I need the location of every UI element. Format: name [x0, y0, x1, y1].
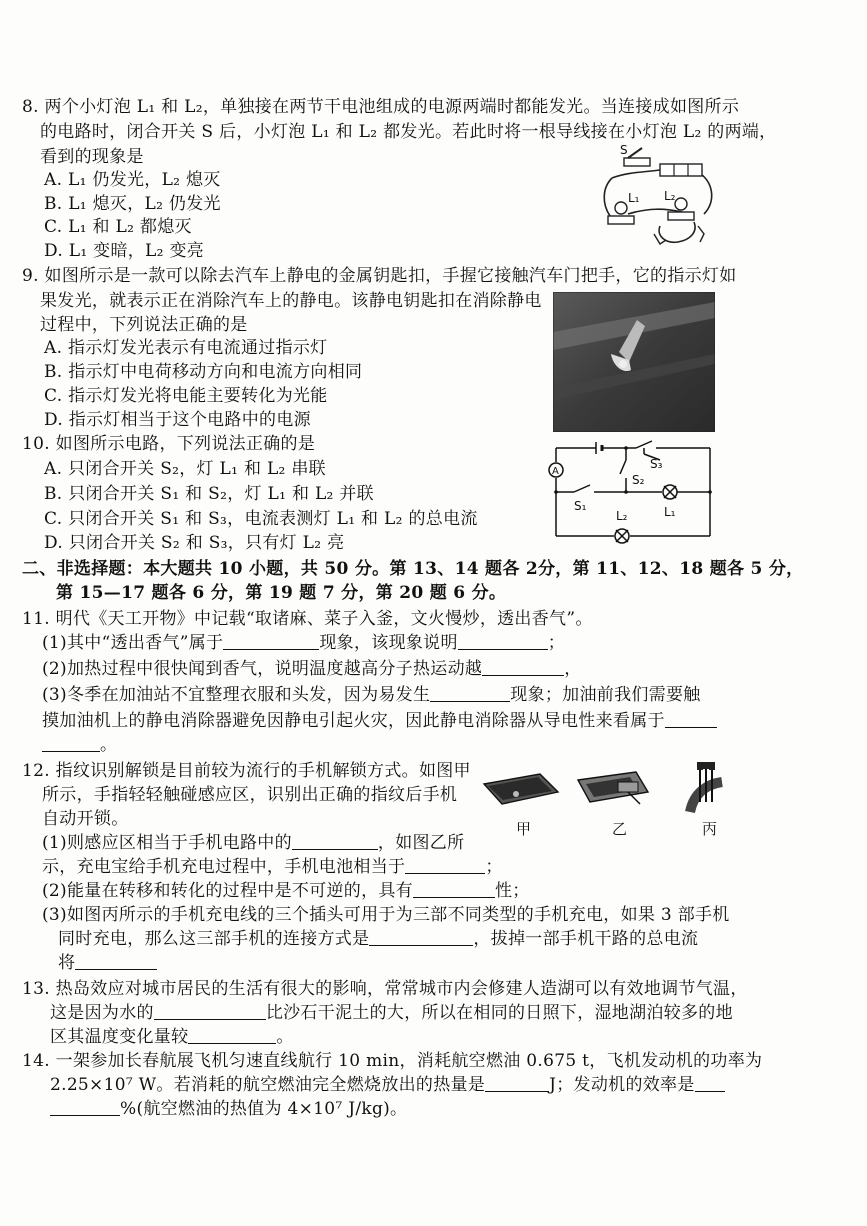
- q10-fig-label-ammeter: A: [552, 466, 559, 477]
- q12-phone-figure-jia: [484, 774, 558, 804]
- q8-fig-label-l1: L₁: [628, 191, 640, 205]
- q14-text-a: 2.25×10⁷ W。若消耗的航空燃油完全燃烧放出的热量是: [50, 1075, 486, 1095]
- q9-stem-line2: 果发光，就表示正在消除汽车上的静电。该静电钥匙扣在消除静电: [40, 291, 542, 311]
- q11-part2: [42, 658, 582, 680]
- q12-figures: [478, 762, 728, 842]
- q9-stem-line3: 过程中，下列说法正确的是: [40, 315, 248, 335]
- q8-circuit-figure: [598, 142, 718, 254]
- q12-stem-line3: 自动开锁。: [42, 809, 129, 829]
- answer-blank[interactable]: [405, 857, 485, 874]
- q12-part2: [42, 880, 530, 902]
- q11-part1-text-c: ；: [547, 633, 566, 653]
- q14-stem-line2: [50, 1074, 725, 1096]
- q10-option-c: C. 只闭合开关 S₁ 和 S₃，电流表测灯 L₁ 和 L₂ 的总电流: [44, 509, 478, 529]
- q11-part3-text-d: 。: [100, 735, 118, 755]
- q14-stem-line1: 14. 一架参加长春航展飞机匀速直线航行 10 min，消耗航空燃油 0.675 t，飞机发动机的功率为: [22, 1051, 763, 1071]
- q8-stem-line3: 看到的现象是: [40, 147, 144, 167]
- answer-blank[interactable]: [413, 881, 495, 898]
- q12-phone-figure-yi: [578, 772, 648, 804]
- q9-option-a: A. 指示灯发光表示有电流通过指示灯: [44, 338, 328, 358]
- q12-fig-label-yi: 乙: [612, 820, 628, 838]
- q12-stem-line2: 所示，手指轻轻触碰感应区，识别出正确的指纹后手机: [42, 785, 458, 805]
- q13-stem-line3: [50, 1026, 294, 1048]
- q12-fig-label-jia: 甲: [516, 820, 532, 838]
- q8-option-c: C. L₁ 和 L₂ 都熄灭: [44, 217, 192, 237]
- answer-blank[interactable]: [50, 1099, 120, 1116]
- q11-part3-text-b: 现象；加油前我们需要触: [510, 685, 701, 705]
- q12-part2-text-a: (2)能量在转移和转化的过程中是不可逆的，具有: [42, 881, 413, 901]
- section2-heading-line2: 第 15—17 题各 6 分，第 19 题 7 分，第 20 题 6 分。: [56, 583, 507, 603]
- q12-fig-label-bing: 丙: [702, 820, 718, 838]
- answer-blank[interactable]: [188, 1027, 276, 1044]
- q10-option-a: A. 只闭合开关 S₂，灯 L₁ 和 L₂ 串联: [44, 459, 326, 479]
- q13-stem-line2: [50, 1002, 733, 1024]
- answer-blank[interactable]: [75, 953, 157, 970]
- q11-part3: [42, 684, 701, 706]
- answer-blank[interactable]: [223, 633, 319, 650]
- q12-stem-line1: 12. 指纹识别解锁是目前较为流行的手机解锁方式。如图甲: [22, 761, 471, 781]
- q12-part1-text-d: ；: [485, 857, 503, 877]
- q10-fig-label-s3: S₃: [650, 457, 663, 471]
- q11-part1: [42, 632, 565, 654]
- q10-fig-label-l1: L₁: [664, 505, 676, 519]
- q12-part3-text-c: ，拔掉一部手机干路的总电流: [473, 929, 699, 949]
- q13-stem-line1: 13. 热岛效应对城市居民的生活有很大的影响，常常城市内会修建人造湖可以有效地调节气温，: [22, 979, 748, 999]
- q13-text-a: 这是因为水的: [50, 1003, 154, 1023]
- answer-blank[interactable]: [292, 833, 378, 850]
- q10-option-b: B. 只闭合开关 S₁ 和 S₂，灯 L₁ 和 L₂ 并联: [44, 484, 374, 504]
- q11-part1-text-a: (1)其中“透出香气”属于: [42, 633, 224, 653]
- q12-part2-text-b: 性；: [494, 881, 530, 901]
- q12-part3: (3)如图丙所示的手机充电线的三个插头可用于为三部不同类型的手机充电，如果 3 部手机: [42, 905, 730, 925]
- q12-part3-text-d: 将: [58, 953, 76, 973]
- q12-part3-line2: [58, 928, 698, 950]
- q12-part1-text-a: (1)则感应区相当于手机电路中的: [42, 833, 292, 853]
- q8-option-d: D. L₁ 变暗，L₂ 变亮: [44, 241, 205, 261]
- q10-stem: 10. 如图所示电路，下列说法正确的是: [22, 434, 316, 454]
- q10-fig-label-s2: S₂: [632, 473, 645, 487]
- q9-option-b: B. 指示灯中电荷移动方向和电流方向相同: [44, 362, 363, 382]
- q12-part1-text-c: 示，充电宝给手机充电过程中，手机电池相当于: [42, 857, 406, 877]
- q9-option-d: D. 指示灯相当于这个电路中的电源: [44, 410, 311, 430]
- q9-stem-line1: 9. 如图所示是一款可以除去汽车上静电的金属钥匙扣，手握它接触汽车门把手，它的指示灯如: [22, 266, 737, 286]
- answer-blank[interactable]: [482, 659, 564, 676]
- q11-part1-text-b: 现象，该现象说明: [319, 633, 458, 653]
- answer-blank[interactable]: [665, 711, 717, 728]
- q8-fig-label-l2: L₂: [664, 189, 676, 203]
- q12-part1: [42, 832, 464, 854]
- q10-circuit-diagram: [544, 440, 716, 546]
- q11-part3-line3: [42, 734, 117, 756]
- answer-blank[interactable]: [695, 1075, 725, 1092]
- q11-part2-text-a: (2)加热过程中很快闻到香气，说明温度越高分子热运动越: [42, 659, 483, 679]
- q11-part2-text-b: ，: [564, 659, 582, 679]
- q12-part3-line3: [58, 952, 157, 974]
- answer-blank[interactable]: [430, 685, 510, 702]
- q13-text-d: 。: [276, 1027, 294, 1047]
- answer-blank[interactable]: [154, 1003, 266, 1020]
- q12-part1-text-b: ，如图乙所: [377, 833, 465, 853]
- q11-part3-line2: [42, 710, 717, 732]
- q13-text-b: 比沙石干泥土的大，所以在相同的日照下，湿地湖泊较多的地: [265, 1003, 733, 1023]
- q8-stem-line1: 8. 两个小灯泡 L₁ 和 L₂，单独接在两节干电池组成的电源两端时都能发光。当连接成如图所示: [22, 97, 740, 117]
- q10-option-d: D. 只闭合开关 S₂ 和 S₃，只有灯 L₂ 亮: [44, 533, 345, 553]
- q11-part3-text-a: (3)冬季在加油站不宜整理衣服和头发，因为易发生: [42, 685, 431, 705]
- q12-part1-line2: [42, 856, 503, 878]
- q9-keychain-photo: [553, 292, 715, 432]
- q14-text-c: %(航空燃油的热值为 4×10⁷ J/kg)。: [120, 1099, 408, 1119]
- q8-option-b: B. L₁ 熄灭，L₂ 仍发光: [44, 194, 221, 214]
- q11-part3-text-c: 摸加油机上的静电消除器避免因静电引起火灾，因此静电消除器从导电性来看属于: [42, 711, 665, 731]
- answer-blank[interactable]: [42, 735, 100, 752]
- q14-stem-line3: [50, 1098, 407, 1120]
- q8-option-a: A. L₁ 仍发光，L₂ 熄灭: [44, 170, 221, 190]
- answer-blank[interactable]: [485, 1075, 549, 1092]
- q10-fig-label-s1: S₁: [574, 499, 587, 513]
- q14-text-b: J；发动机的效率是: [549, 1075, 695, 1095]
- q13-text-c: 区其温度变化量较: [50, 1027, 189, 1047]
- q9-option-c: C. 指示灯发光将电能主要转化为光能: [44, 386, 328, 406]
- q8-fig-label-s: S: [620, 143, 628, 157]
- q10-fig-label-l2: L₂: [616, 509, 628, 523]
- section2-heading: 二、非选择题：本大题共 10 小题，共 50 分。第 13、14 题各 2分，第 11、12、18 题各 5 分，: [22, 559, 804, 579]
- q11-stem: 11. 明代《天工开物》中记载“取诸麻、菜子入釜，文火慢炒，透出香气”。: [22, 609, 593, 629]
- answer-blank[interactable]: [369, 929, 473, 946]
- q12-cable-figure-bing: [690, 762, 722, 812]
- q8-stem-line2: 的电路时，闭合开关 S 后，小灯泡 L₁ 和 L₂ 都发光。若此时将一根导线接在小灯泡 L₂ 的两端，: [40, 122, 777, 142]
- answer-blank[interactable]: [458, 633, 548, 650]
- q12-part3-text-b: 同时充电，那么这三部手机的连接方式是: [58, 929, 370, 949]
